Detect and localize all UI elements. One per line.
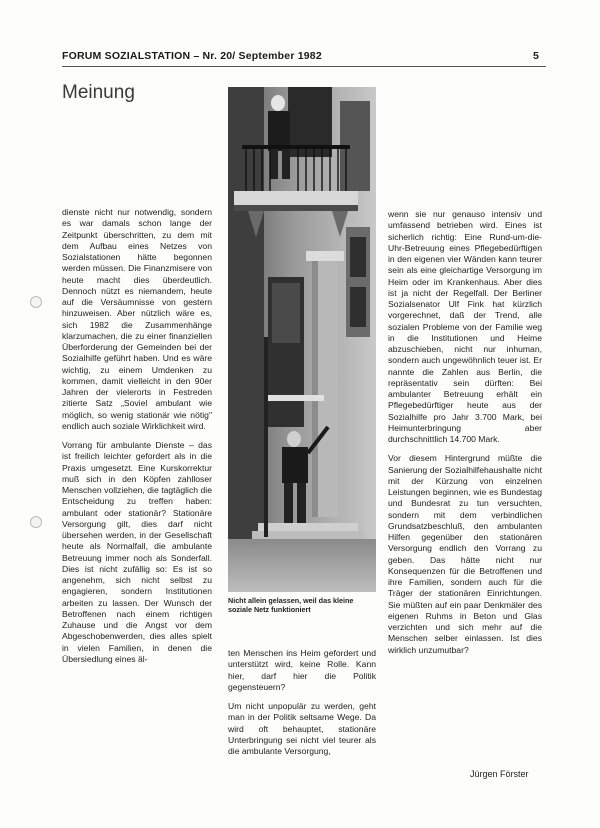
paragraph: wenn sie nur genauso intensiv und umfassend betrieben wird. Eines ist sicherlich richtig: Eine Rund-um-die-Uhr-Betreuung eines Pflegebedürftigen in den eigenen vier Wänden kann teurer sein als eine gleichartige Versorgung im Heim oder im Krankenhaus. Aber dies ist ja nicht der Regelfall. Der Berliner Sozialsenator Ulf Fink hat kürzlich vorgerechnet, daß der Trend, alle sozialen Probleme von der Familie weg in die Institutionen und Heime abzuschieben, nicht nur inhuman, sondern auch ungewöhnlich teuer ist. Er nannte die Zahlen aus Berlin, die repräsentativ sein dürften: Bei ambulanter Betreuung erhält ein Pflegebedürftiger heute aus der Sozialhilfe pro Jahr 3.700 Mark, bei Heimunterbringung aber durchschnittlich 14.700 Mark. [388, 209, 542, 444]
paragraph: Vorrang für ambulante Dienste – das ist freilich leichter gefordert als in die Praxis umgesetzt. Eine Kurskorrektur muß sich in den Köpfen zahlloser Menschen vollziehen, die tagtäglich die Entscheidung zu treffen haben: ambulant oder stationär? Stationäre Versorgung gilt, dies darf nicht übersehen werden, in der Gesellschaft heute als Normalfall, die ambulante Betreuung immer noch als Sonderfall. Dies ist nicht zufällig so: Es ist so angenehm, sich nicht selbst zu engagieren, sondern Institutionen arbeiten zu lassen. Der Wunsch der Betroffenen nach einem richtigen Zuhause und die Angst vor dem Abgeschobenwerden, dies alles spielt in vielen Familien, in denen die Übersiedlung eines äl- [62, 440, 212, 664]
photo-balcony-street [228, 87, 376, 592]
text-column-2 [228, 648, 376, 757]
text-column-1 [62, 207, 212, 665]
running-head: FORUM SOZIALSTATION – Nr. 20/ September 1982 [62, 50, 322, 62]
section-title: Meinung [62, 82, 135, 103]
header-rule [62, 66, 546, 67]
punch-hole [30, 296, 42, 308]
paragraph: ten Menschen ins Heim gefordert und unterstützt wird, keine Rolle. Kann hier, darf hier die Politik gegensteuern? [228, 648, 376, 692]
photo-caption: Nicht allein gelassen, weil das kleine soziale Netz funktioniert [228, 596, 354, 614]
punch-hole [30, 516, 42, 528]
paragraph: Vor diesem Hintergrund müßte die Sanierung der Sozialhilfehaushalte nicht mit der Kürzung von einzelnen Leistungen beginnen, wie es Bundestag und Bundesrat zu tun versuchten, sondern mit dem verbindlichen Grundsatzbeschluß, den ambulanten Hilfen gegenüber den stationären Versorgung endlich den Vorrang zu geben. Das hätte nicht nur Konsequenzen für die Betroffenen und ihre Familien, sondern auch für die Träger der stationären Einrichtungen. Sie müßten auf ein paar Denkmäler des eigenen Ruhms in Beton und Glas verzichten und sich mehr auf die Menschen selber einlassen. Ist dies wirklich unzumutbar? [388, 453, 542, 655]
text-column-3 [388, 209, 542, 656]
paragraph: Um nicht unpopulär zu werden, geht man in der Politik seltsame Wege. Da wird oft behauptet, stationäre Unterbringung sei nicht viel teurer als die ambulante Versorgung, [228, 701, 376, 756]
paragraph: dienste nicht nur notwendig, sondern es war damals schon lange der Zeitpunkt überschritten, zu dem mit dem Aufbau eines Netzes von Sozialstationen hätte begonnen werden müssen. Die Finanzmisere von heute macht dies überdeutlich. Dennoch nützt es niemandem, heute auf die Versäumnisse von gestern hinzuweisen. Aber nützlich wäre es, sich 1982 die Zusammenhänge klarzumachen, die zu einer finanziellen Überforderung der Gemeinden bei der Sozialhilfe geführt haben. Und es wäre wichtig, zu einem Umdenken zu kommen, damit vielleicht in den 90er Jahren der vielerorts in Festreden zitierte Satz „Soviel ambulant wie möglich, so wenig stationär wie nötig" endlich auch soziale Wirklichkeit wird. [62, 207, 212, 431]
author-signature: Jürgen Förster [470, 769, 529, 779]
page-number: 5 [533, 50, 539, 62]
